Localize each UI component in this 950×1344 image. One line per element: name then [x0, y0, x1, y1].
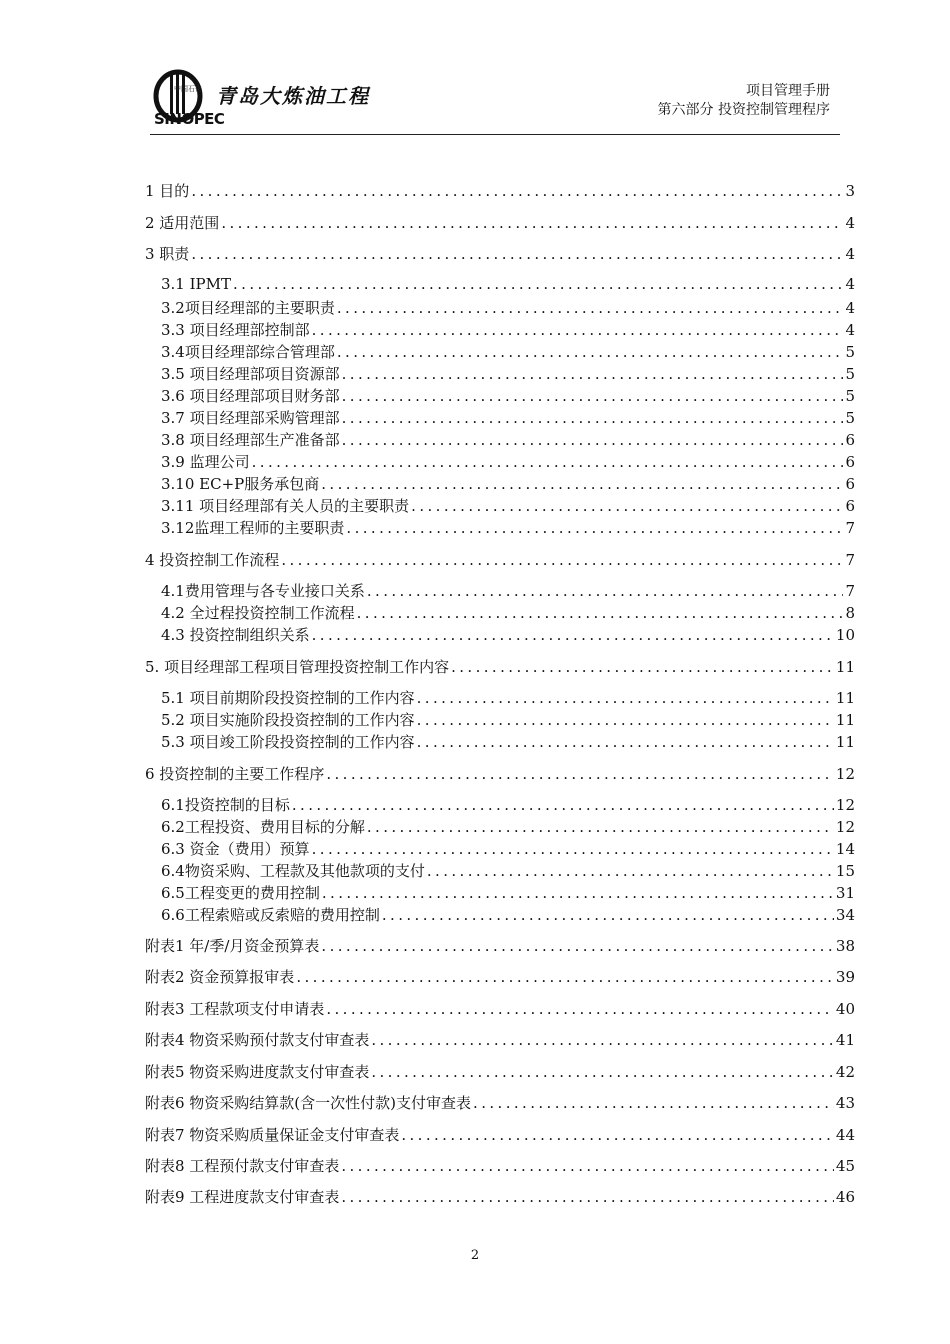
toc-entry-page: 11	[835, 658, 855, 676]
toc-entry-page: 12	[835, 796, 855, 814]
toc-entry-label: 1 目的	[145, 182, 190, 200]
toc-entry-label: 3.2项目经理部的主要职责	[161, 299, 335, 317]
toc-leader-dots	[191, 245, 843, 263]
toc-entry-label: 5.1 项目前期阶段投资控制的工作内容	[161, 689, 415, 707]
toc-entry-page: 6	[845, 453, 855, 471]
toc-entry[interactable]	[161, 341, 855, 362]
toc-leader-dots	[312, 840, 834, 858]
toc-entry-page: 4	[845, 245, 855, 263]
toc-entry-label: 3.7 项目经理部采购管理部	[161, 409, 340, 427]
section-title: 第六部分 投资控制管理程序	[657, 102, 830, 118]
toc-entry-label: 4.2 全过程投资控制工作流程	[161, 604, 355, 622]
toc-entry-label: 2 适用范围	[145, 214, 220, 232]
toc-entry[interactable]	[161, 580, 855, 601]
toc-leader-dots	[411, 497, 843, 515]
toc-entry-page: 4	[845, 214, 855, 232]
toc-entry[interactable]	[145, 549, 855, 570]
toc-entry-label: 附表4 物资采购预付款支付审查表	[145, 1031, 370, 1049]
toc-entry-page: 4	[845, 299, 855, 317]
toc-entry-page: 10	[835, 626, 855, 644]
logo-brand-text: SINOPEC	[154, 110, 225, 128]
toc-entry-label: 4 投资控制工作流程	[145, 551, 280, 569]
toc-entry-label: 附表2 资金预算报审表	[145, 968, 295, 986]
toc-entry-label: 附表6 物资采购结算款(含一次性付款)支付审查表	[145, 1094, 472, 1112]
toc-entry-page: 34	[835, 906, 855, 924]
toc-entry-page: 42	[835, 1063, 855, 1081]
toc-entry[interactable]	[145, 1061, 855, 1082]
toc-entry-label: 附表3 工程款项支付申请表	[145, 1000, 325, 1018]
toc-entry-page: 31	[835, 884, 855, 902]
toc-entry-page: 5	[845, 343, 855, 361]
toc-leader-dots	[417, 733, 834, 751]
toc-entry[interactable]	[161, 517, 855, 538]
toc-entry-label: 5. 项目经理部工程项目管理投资控制工作内容	[145, 658, 450, 676]
toc-leader-dots	[281, 551, 843, 569]
toc-entry-label: 6.1投资控制的目标	[161, 796, 290, 814]
toc-entry[interactable]	[161, 451, 855, 472]
toc-entry-label: 3.3 项目经理部控制部	[161, 321, 310, 339]
toc-entry-label: 3.4项目经理部综合管理部	[161, 343, 335, 361]
toc-leader-dots	[342, 409, 844, 427]
toc-entry[interactable]	[145, 1186, 855, 1207]
toc-entry[interactable]	[145, 935, 855, 956]
toc-entry-label: 3.12监理工程师的主要职责	[161, 519, 345, 537]
toc-entry[interactable]	[145, 1155, 855, 1176]
toc-leader-dots	[371, 1031, 834, 1049]
toc-entry-page: 5	[845, 409, 855, 427]
toc-leader-dots	[312, 626, 834, 644]
toc-entry-label: 5.3 项目竣工阶段投资控制的工作内容	[161, 733, 415, 751]
toc-leader-dots	[357, 604, 844, 622]
toc-entry-label: 6 投资控制的主要工作程序	[145, 765, 325, 783]
toc-leader-dots	[337, 299, 844, 317]
toc-entry-page: 6	[845, 475, 855, 493]
toc-entry-label: 6.2工程投资、费用目标的分解	[161, 818, 365, 836]
toc-entry[interactable]	[161, 363, 855, 384]
toc-entry-label: 附表9 工程进度款支付审查表	[145, 1188, 340, 1206]
toc-leader-dots	[346, 519, 843, 537]
toc-leader-dots	[296, 968, 834, 986]
toc-entry[interactable]	[145, 656, 855, 677]
toc-entry[interactable]	[145, 966, 855, 987]
toc-entry[interactable]	[145, 1029, 855, 1050]
toc-entry[interactable]	[161, 473, 855, 494]
toc-leader-dots	[342, 387, 844, 405]
toc-entry-label: 5.2 项目实施阶段投资控制的工作内容	[161, 711, 415, 729]
toc-leader-dots	[367, 582, 844, 600]
toc-entry-page: 7	[845, 551, 855, 569]
toc-leader-dots	[451, 658, 834, 676]
logo-company-name: 青岛大炼油工程	[216, 84, 370, 108]
toc-entry[interactable]	[161, 860, 855, 881]
toc-leader-dots	[367, 818, 834, 836]
toc-entry[interactable]	[161, 731, 855, 752]
header-titles	[658, 82, 830, 120]
toc-entry[interactable]	[161, 319, 855, 340]
toc-entry-page: 11	[835, 733, 855, 751]
toc-entry-label: 3.9 监理公司	[161, 453, 250, 471]
logo-small-text: 中国石化	[174, 85, 202, 93]
manual-title: 项目管理手册	[746, 83, 830, 99]
toc-leader-dots	[292, 796, 834, 814]
toc-entry[interactable]	[161, 495, 855, 516]
toc-entry-label: 6.5工程变更的费用控制	[161, 884, 320, 902]
toc-entry[interactable]	[161, 687, 855, 708]
toc-entry-label: 附表1 年/季/月资金预算表	[145, 937, 320, 955]
toc-leader-dots	[371, 1063, 834, 1081]
toc-entry[interactable]	[161, 275, 855, 293]
toc-entry-label: 3.6 项目经理部项目财务部	[161, 387, 340, 405]
toc-entry-page: 12	[835, 765, 855, 783]
toc-leader-dots	[312, 321, 844, 339]
page-header	[150, 62, 840, 135]
toc-entry-page: 15	[835, 862, 855, 880]
toc-entry-page: 4	[845, 321, 855, 339]
toc-leader-dots	[401, 1126, 834, 1144]
toc-entry[interactable]	[145, 1092, 855, 1113]
toc-entry-page: 5	[845, 365, 855, 383]
toc-entry-page: 7	[845, 582, 855, 600]
toc-leader-dots	[326, 765, 834, 783]
toc-entry[interactable]	[161, 816, 855, 837]
toc-entry-page: 38	[835, 937, 855, 955]
toc-entry-page: 46	[835, 1188, 855, 1206]
toc-entry[interactable]	[161, 407, 855, 428]
toc-entry[interactable]	[145, 1124, 855, 1145]
toc-leader-dots	[342, 431, 844, 449]
toc-entry[interactable]	[145, 212, 855, 233]
toc-entry-label: 附表8 工程预付款支付审查表	[145, 1157, 340, 1175]
toc-entry-page: 41	[835, 1031, 855, 1049]
toc-entry[interactable]	[161, 624, 855, 645]
toc-leader-dots	[322, 884, 834, 902]
toc-entry[interactable]	[161, 882, 855, 903]
toc-leader-dots	[427, 862, 834, 880]
sinopec-logo	[150, 66, 390, 130]
toc-entry[interactable]	[161, 297, 855, 318]
toc-entry-page: 6	[845, 431, 855, 449]
toc-entry[interactable]	[161, 709, 855, 730]
toc-leader-dots	[321, 475, 843, 493]
toc-entry-page: 5	[845, 387, 855, 405]
toc-leader-dots	[321, 937, 833, 955]
toc-entry-page: 11	[835, 711, 855, 729]
toc-leader-dots	[221, 214, 843, 232]
toc-entry[interactable]	[161, 838, 855, 859]
toc-entry-page: 8	[845, 604, 855, 622]
toc-leader-dots	[473, 1094, 834, 1112]
toc-entry-label: 3.8 项目经理部生产准备部	[161, 431, 340, 449]
toc-entry[interactable]	[161, 794, 855, 815]
toc-entry-label: 6.3 资金（费用）预算	[161, 840, 310, 858]
toc-leader-dots	[341, 1188, 834, 1206]
toc-entry-page: 3	[845, 182, 855, 200]
toc-entry-label: 3 职责	[145, 245, 190, 263]
toc-entry[interactable]	[145, 998, 855, 1019]
toc-entry-page: 6	[845, 497, 855, 515]
toc-leader-dots	[326, 1000, 834, 1018]
toc-leader-dots	[342, 365, 844, 383]
toc-leader-dots	[337, 343, 844, 361]
page-number: 2	[470, 1248, 480, 1263]
toc-entry[interactable]	[161, 904, 855, 925]
toc-entry[interactable]	[145, 243, 855, 264]
toc-entry[interactable]	[145, 180, 855, 201]
toc-entry-page: 12	[835, 818, 855, 836]
toc-entry[interactable]	[161, 429, 855, 450]
toc-entry-label: 6.4物资采购、工程款及其他款项的支付	[161, 862, 425, 880]
toc-entry-page: 11	[835, 689, 855, 707]
toc-entry-page: 40	[835, 1000, 855, 1018]
toc-leader-dots	[382, 906, 834, 924]
toc-entry-page: 14	[835, 840, 855, 858]
toc-entry-label: 6.6工程索赔或反索赔的费用控制	[161, 906, 380, 924]
toc-entry-label: 3.5 项目经理部项目资源部	[161, 365, 340, 383]
toc-entry-page: 39	[835, 968, 855, 986]
toc-entry[interactable]	[161, 385, 855, 406]
toc-leader-dots	[191, 182, 843, 200]
toc-entry-page: 7	[845, 519, 855, 537]
toc-entry-label: 3.1 IPMT	[161, 275, 232, 293]
toc-entry-label: 附表5 物资采购进度款支付审查表	[145, 1063, 370, 1081]
toc-leader-dots	[252, 453, 844, 471]
toc-entry[interactable]	[145, 763, 855, 784]
toc-leader-dots	[233, 275, 843, 293]
toc-entry-label: 4.3 投资控制组织关系	[161, 626, 310, 644]
toc-entry-label: 附表7 物资采购质量保证金支付审查表	[145, 1126, 400, 1144]
toc-entry[interactable]	[161, 602, 855, 623]
toc-entry-label: 4.1费用管理与各专业接口关系	[161, 582, 365, 600]
toc-entry-page: 44	[835, 1126, 855, 1144]
toc-leader-dots	[417, 689, 834, 707]
toc-entry-page: 43	[835, 1094, 855, 1112]
toc-entry-page: 4	[845, 275, 855, 293]
toc-entry-label: 3.10 EC+P服务承包商	[161, 475, 320, 493]
toc-entry-label: 3.11 项目经理部有关人员的主要职责	[161, 497, 410, 515]
toc-entry-page: 45	[835, 1157, 855, 1175]
toc-leader-dots	[341, 1157, 834, 1175]
toc-leader-dots	[417, 711, 834, 729]
